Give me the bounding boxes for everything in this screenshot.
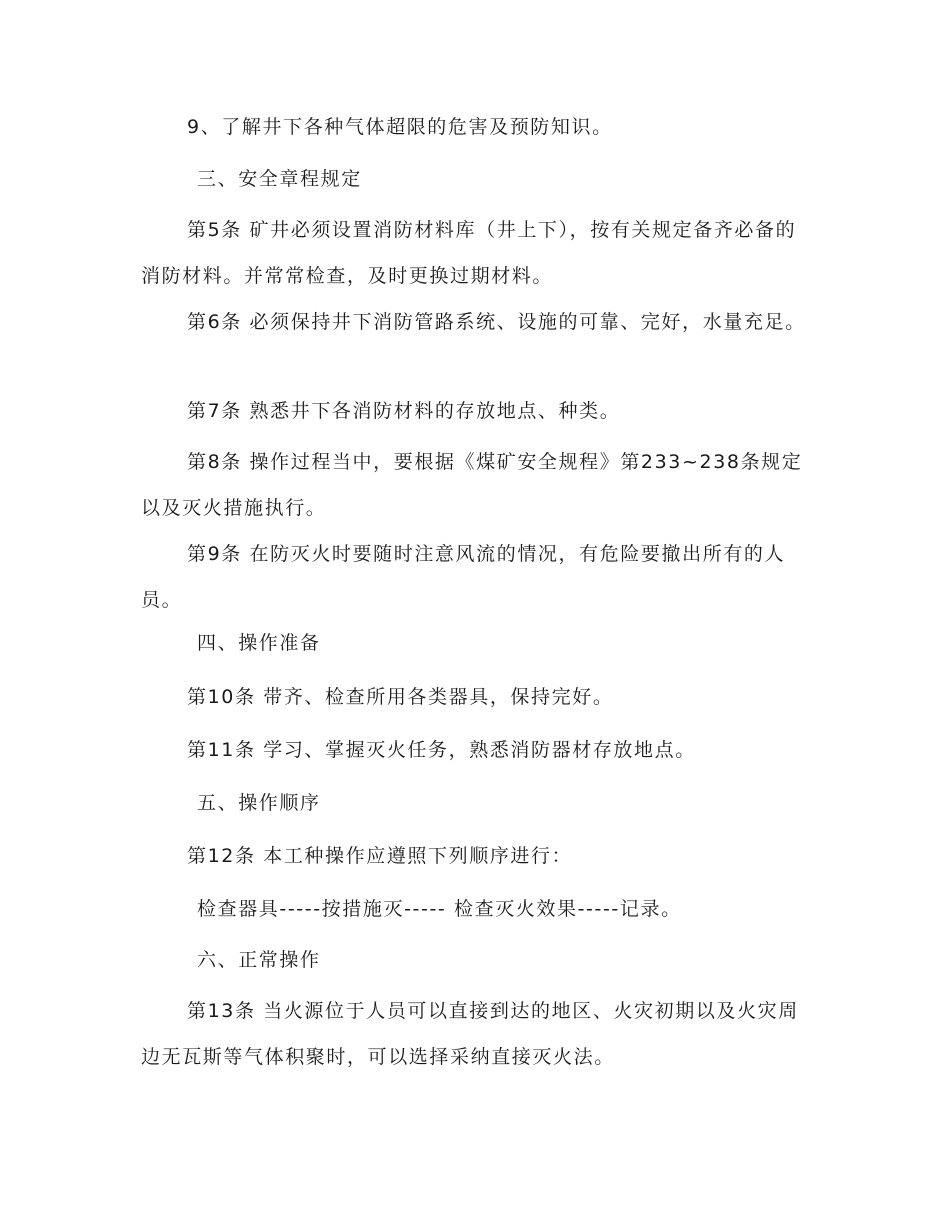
section-heading-4: 四、操作准备 [197, 632, 321, 654]
article-12: 第12条 本工种操作应遵照下列顺序进行： [187, 845, 573, 867]
article-8-text: 第8条 操作过程当中，要根据《煤矿安全规程》第233~238条规定以及灭火措施执行。 [141, 451, 803, 519]
article-8 [141, 439, 806, 531]
article-9 [141, 531, 806, 623]
section-heading-6: 六、正常操作 [197, 949, 321, 971]
paragraph-item-9: 9、了解井下各种气体超限的危害及预防知识。 [187, 116, 613, 138]
article-6 [141, 299, 806, 345]
section-heading-5: 五、操作顺序 [197, 792, 321, 814]
article-5-text: 第5条 矿井必须设置消防材料库（井上下），按有关规定备齐必备的消防材料。并常常检查，及时更换过期材料。 [141, 219, 797, 287]
article-6-text: 第6条 必须保持井下消防管路系统、设施的可靠、完好，水量充足。 [187, 311, 806, 333]
article-11: 第11条 学习、掌握灭火任务，熟悉消防器材存放地点。 [187, 739, 696, 761]
article-5 [141, 207, 806, 299]
article-9-text: 第9条 在防灭火时要随时注意风流的情况，有危险要撤出所有的人员。 [141, 543, 786, 611]
article-10: 第10条 带齐、检查所用各类器具，保持完好。 [187, 686, 614, 708]
article-7: 第7条 熟悉井下各消防材料的存放地点、种类。 [187, 400, 621, 422]
section-heading-3: 三、安全章程规定 [197, 168, 362, 190]
article-13 [141, 988, 806, 1080]
procedure-sequence: 检查器具-----按措施灭----- 检查灭火效果-----记录。 [197, 898, 682, 920]
article-13-text: 第13条 当火源位于人员可以直接到达的地区、火灾初期以及火灾周边无瓦斯等气体积聚时，可以选择采纳直接灭火法。 [141, 1000, 799, 1068]
